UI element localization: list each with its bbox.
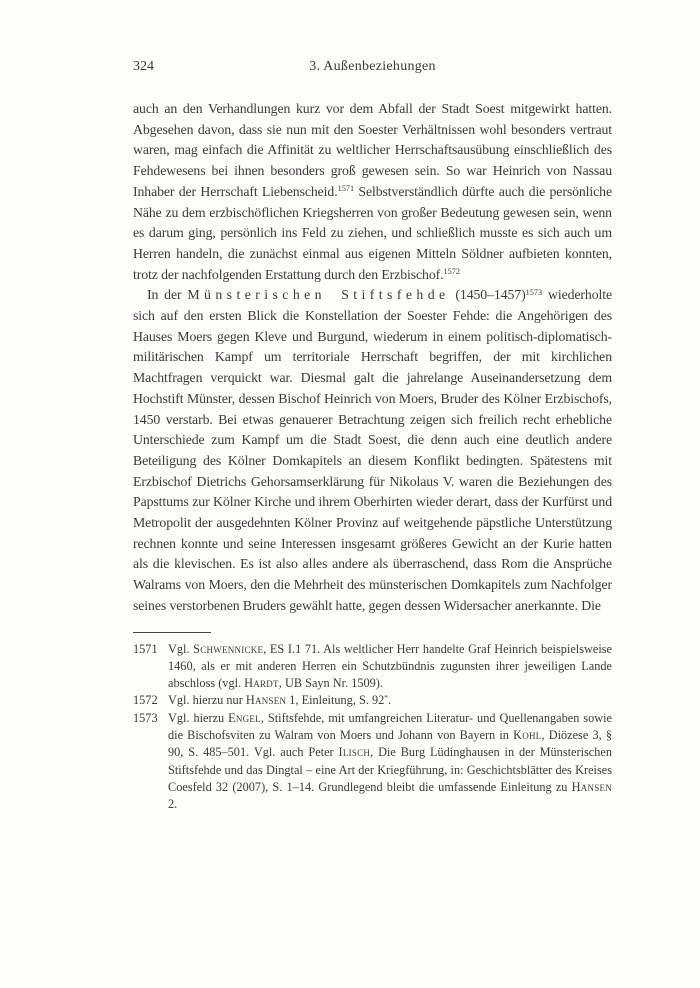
footnote-text <box>168 693 391 707</box>
text-run: , UB Sayn Nr. 1509). <box>278 676 383 691</box>
footnote-number: 1571 <box>133 641 158 656</box>
text-run: Selbstverständlich dürfte auch die persönliche Nähe zu dem erzbischöflichen Kriegsherren von großer Bedeutung gewesen sein, wenn es darum ging, persönlich ins Feld zu ziehen, und schließlich musste es sich auch um Herren handeln, die zunächst einmal aus eigenen Mitteln Söldner aufbieten konnten, trotz der nachfolgenden Erstattung durch den Erzbischof. <box>133 183 612 282</box>
smallcaps-name: Kohl <box>513 728 542 743</box>
smallcaps-name: Ilisch <box>338 745 371 760</box>
footnote-number: 1572 <box>133 693 158 708</box>
text-run: auch an den Verhandlungen kurz vor dem Abfall der Stadt Soest mitgewirkt hatten. Abgesehen davon, dass sie nun mit den Soester Verhältnissen wohl besonders vertraut waren, mag einfach die Affinität zu weltlicher Herrschaftsausübung einschließlich des Fehdewesens bei ihnen besonders groß gewesen sein. So war Heinrich von Nassau Inhaber der Herrschaft Liebenscheid. <box>133 101 612 199</box>
footnote-ref: 1571 <box>337 184 355 194</box>
footnote-separator <box>133 632 211 633</box>
body-text <box>133 99 612 617</box>
text-run: (1450–1457) <box>449 287 526 303</box>
smallcaps-name: Hansen <box>571 779 612 794</box>
letterspaced-term: Münsterischen Stiftsfehde <box>187 287 450 303</box>
smallcaps-name: Schwennicke <box>193 641 264 656</box>
text-run: 1, Einleitung, S. 92 <box>286 693 385 708</box>
paragraph <box>133 285 612 616</box>
text-run: 2. <box>168 797 178 812</box>
smallcaps-name: Hardt <box>244 676 279 691</box>
footnote-text <box>168 711 612 811</box>
footnote <box>133 692 612 709</box>
footnote-ref: * <box>384 693 388 703</box>
chapter-title: 3. Außenbeziehungen <box>309 59 436 74</box>
footnote-ref: 1573 <box>525 287 543 297</box>
text-run: , Die Burg Lüdinghausen in der Münsterischen Stiftsfehde und das Dingtal – eine Art der Kriegführung, in: Geschichtsblätter des Kreises Coesfeld 32 (2007), S. 1–14. Grundlegend bleibt die umfassende Einleitung zu <box>168 745 612 794</box>
footnote <box>133 710 612 814</box>
text-run: Vgl. hierzu nur <box>168 693 246 708</box>
text-run: . <box>387 693 392 708</box>
footnote-list <box>133 641 612 814</box>
text-run: , ES I.1 71. Als weltlicher Herr handelte Graf Heinrich beispielsweise 1460, als er mit anderen Herren ein Schutzbündnis zugunsten ihrer jeweiligen Lande abschloss (vgl. <box>168 641 612 691</box>
paragraph <box>133 99 612 285</box>
smallcaps-name: Engel <box>228 710 261 725</box>
smallcaps-name: Hansen <box>245 693 287 708</box>
text-run: wiederholte sich auf den ersten Blick die Konstellation der Soester Fehde: die Angehörigen des Hauses Moers gegen Kleve und Burgund, wiederum in einem politisch-diplomatisch-militärischen Kampf um territoriale Herrschaft begriffen, der mit kirchlichen Machtfragen verquickt war. Diesmal galt die jahrelange Auseinandersetzung dem Hochstift Münster, dessen Bischof Heinrich von Moers, Bruder des Kölner Erzbischofs, 1450 verstarb. Bei etwas genauerer Betrachtung zeigen sich freilich recht erhebliche Unterschiede zum Kampf um die Stadt Soest, die denn auch eine deutlich andere Beteiligung des Kölner Domkapitels an diesem Konflikt bedingten. Spätestens mit Erzbischof Dietrichs Gehorsamserklärung für Nikolaus V. waren die Beziehungen des Papsttums zur Kölner Kirche und ihrem Oberhirten wieder derart, dass der Kurfürst und Metropolit der ausgedehnten Kölner Provinz auf weitgehende päpstliche Unterstützung rechnen konnte und seine Interessen insgesamt größeres Gewicht an der Kurie hatten als die klevischen. Es ist also alles andere als überraschend, dass Rom die Ansprüche Walrams von Moers, den die Mehrheit des münsterischen Domkapitels zum Nachfolger seines verstorbenen Bruders gewählt hatte, gegen dessen Widersacher anerkannte. Die <box>133 287 613 613</box>
text-run: , Stiftsfehde, mit umfangreichen Literatur- und Quellenangaben sowie die Bischofsviten zu Walram von Moers und Johann von Bayern in <box>168 710 612 743</box>
text-run: In der <box>147 287 188 303</box>
footnote-ref: 1572 <box>443 267 460 277</box>
text-run: Vgl. hierzu <box>168 710 229 725</box>
text-run: , Diözese 3, § 90, S. 485–501. Vgl. auch Peter <box>168 728 612 760</box>
running-header <box>133 58 612 75</box>
footnote <box>133 641 612 693</box>
text-run: Vgl. <box>168 641 194 656</box>
page-number: 324 <box>133 59 154 74</box>
footnote-text <box>168 642 612 691</box>
footnote-number: 1573 <box>133 710 158 725</box>
